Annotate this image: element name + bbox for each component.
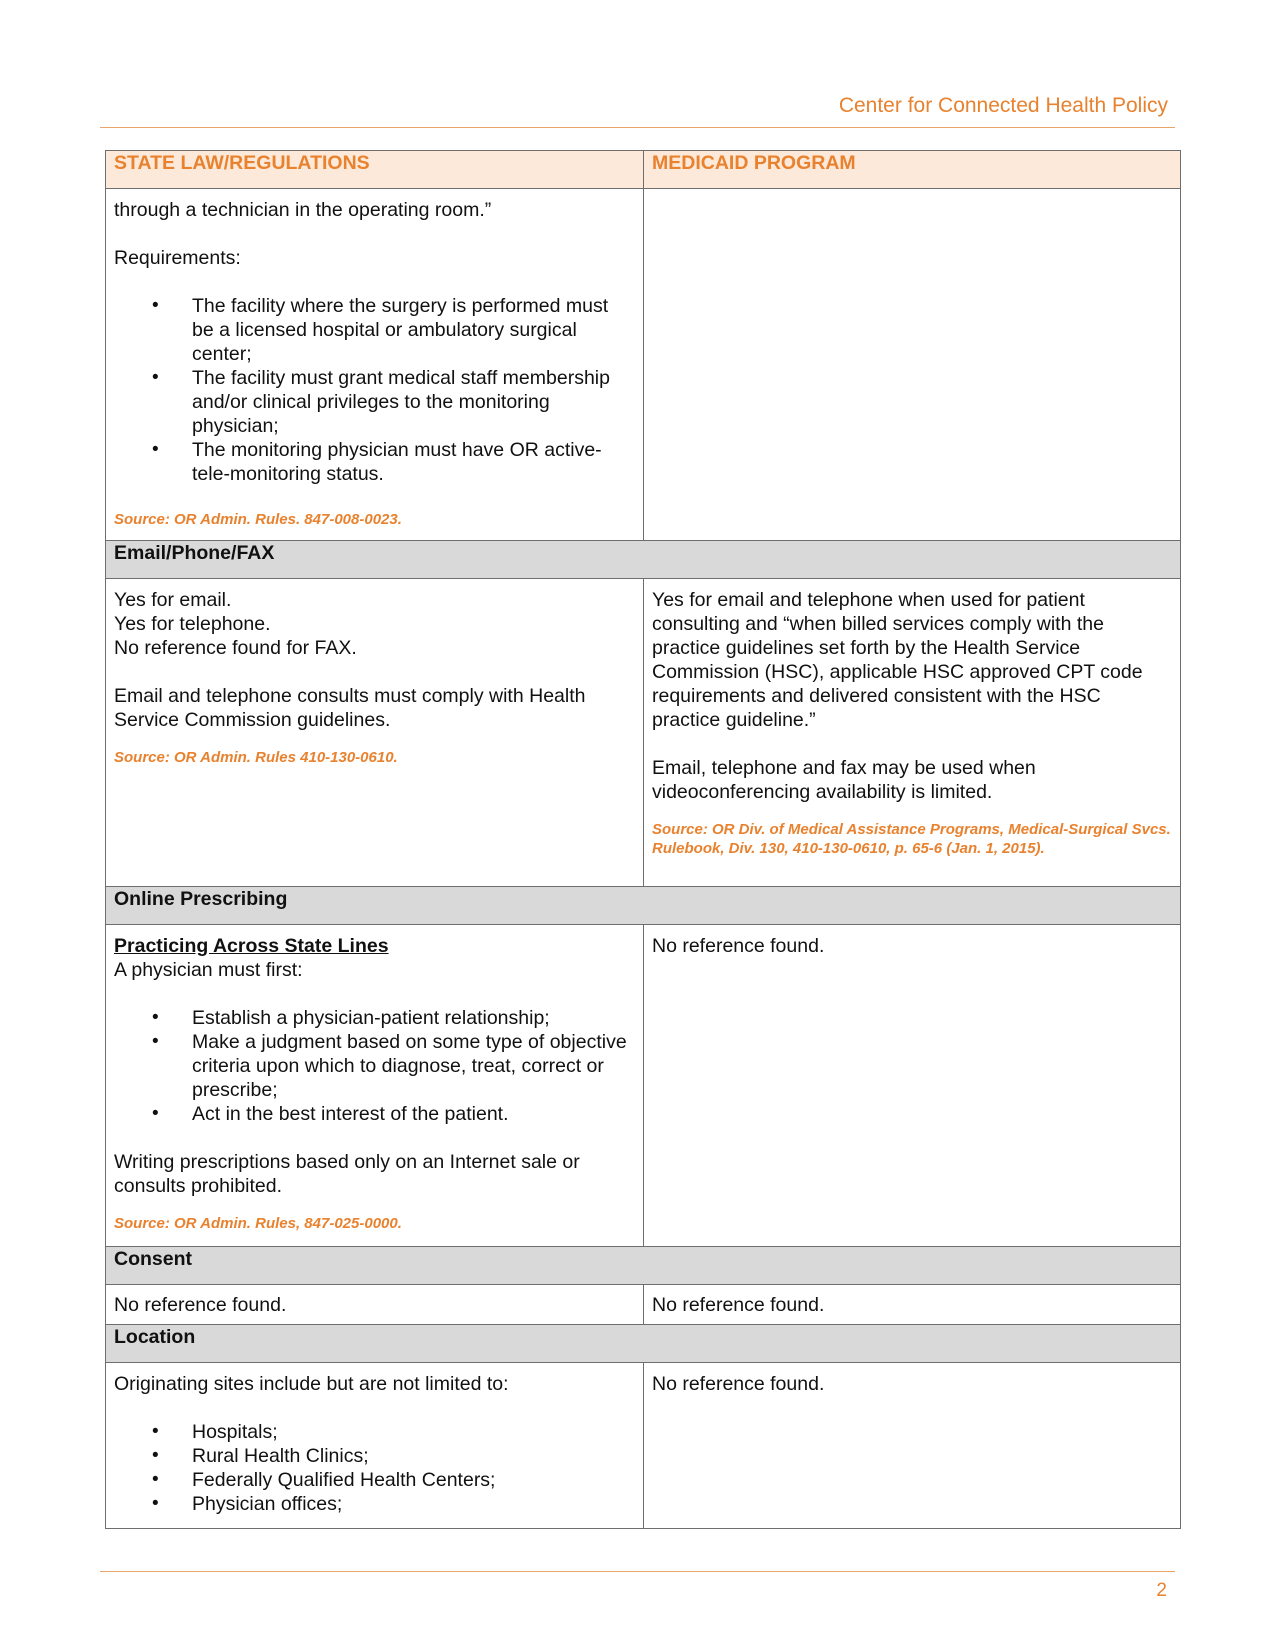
list-item: • The monitoring physician must have OR active-tele-monitoring status. — [114, 438, 635, 486]
section-header-row — [106, 1325, 1181, 1363]
text-line: No reference found for FAX. — [114, 637, 357, 659]
continued-text: through a technician in the operating room.” — [114, 199, 492, 221]
text: No reference found. — [652, 935, 825, 957]
column-header-medicaid: MEDICAID PROGRAM — [644, 151, 1181, 189]
requirements-list — [114, 1006, 635, 1126]
state-law-cell — [106, 1285, 644, 1325]
paragraph: Writing prescriptions based only on an Internet sale or consults prohibited. — [114, 1151, 580, 1197]
section-title-online-prescribing: Online Prescribing — [106, 887, 1181, 925]
medicaid-cell — [644, 925, 1181, 1247]
table-row-consent — [106, 1285, 1181, 1325]
page-number: 2 — [1156, 1580, 1167, 1601]
column-header-row — [106, 151, 1181, 189]
paragraph: Email, telephone and fax may be used when videoconferencing availability is limited. — [652, 757, 1036, 803]
list-item: • The facility where the surgery is performed must be a licensed hospital or ambulatory surgical center; — [114, 294, 635, 366]
state-law-cell — [106, 189, 644, 541]
state-law-cell — [106, 579, 644, 887]
text: No reference found. — [114, 1293, 287, 1316]
source-citation: Source: OR Div. of Medical Assistance Programs, Medical-Surgical Svcs. Rulebook, Div. 130, 410-130-0610, p. 65-6 (Jan. 1, 2015). — [652, 821, 1171, 857]
section-title-location: Location — [106, 1325, 1181, 1363]
list-item: • Physician offices; — [114, 1492, 635, 1516]
list-item: • Make a judgment based on some type of objective criteria upon which to diagnose, treat, correct or prescribe; — [114, 1030, 635, 1102]
state-law-cell — [106, 925, 644, 1247]
text-line: Yes for telephone. — [114, 613, 271, 635]
medicaid-cell — [644, 1285, 1181, 1325]
medicaid-cell-empty — [644, 189, 1181, 541]
table-row-continued — [106, 189, 1181, 541]
section-header-row — [106, 1247, 1181, 1285]
text: No reference found. — [652, 1293, 825, 1316]
section-header-row — [106, 541, 1181, 579]
text: No reference found. — [652, 1373, 825, 1395]
text-line: Yes for email. — [114, 589, 232, 611]
requirements-list — [114, 294, 635, 486]
subheading: Practicing Across State Lines — [114, 935, 389, 957]
source-citation: Source: OR Admin. Rules, 847-025-0000. — [114, 1215, 402, 1232]
list-item: • Establish a physician-patient relationship; — [114, 1006, 635, 1030]
medicaid-cell — [644, 1363, 1181, 1529]
table-row-location — [106, 1363, 1181, 1529]
policy-table — [105, 150, 1181, 1529]
list-item: • Hospitals; — [114, 1420, 635, 1444]
source-citation: Source: OR Admin. Rules 410-130-0610. — [114, 749, 398, 766]
header-divider — [100, 127, 1175, 128]
table-row-email-phone-fax — [106, 579, 1181, 887]
section-title-email-phone-fax: Email/Phone/FAX — [106, 541, 1181, 579]
footer-divider — [100, 1571, 1175, 1572]
intro-text: A physician must first: — [114, 959, 303, 981]
column-header-state-law: STATE LAW/REGULATIONS — [106, 151, 644, 189]
paragraph: Yes for email and telephone when used for patient consulting and “when billed services comply with the practice guidelines set forth by the Health Service Commission (HSC), applicable HSC approved CPT code requirements and delivered consistent with the HSC practice guideline.” — [652, 589, 1143, 731]
list-item: • Federally Qualified Health Centers; — [114, 1468, 635, 1492]
intro-text: Originating sites include but are not limited to: — [114, 1373, 509, 1395]
medicaid-cell — [644, 579, 1181, 887]
originating-sites-list — [114, 1420, 635, 1516]
table-row-online-prescribing — [106, 925, 1181, 1247]
list-item: • Act in the best interest of the patient. — [114, 1102, 635, 1126]
list-item: • Rural Health Clinics; — [114, 1444, 635, 1468]
paragraph: Email and telephone consults must comply with Health Service Commission guidelines. — [114, 685, 586, 731]
state-law-cell — [106, 1363, 644, 1529]
list-item: • The facility must grant medical staff membership and/or clinical privileges to the monitoring physician; — [114, 366, 635, 438]
source-citation: Source: OR Admin. Rules. 847-008-0023. — [114, 511, 402, 528]
requirements-label: Requirements: — [114, 247, 241, 269]
document-header-title: Center for Connected Health Policy — [838, 94, 1168, 117]
section-header-row — [106, 887, 1181, 925]
section-title-consent: Consent — [106, 1247, 1181, 1285]
